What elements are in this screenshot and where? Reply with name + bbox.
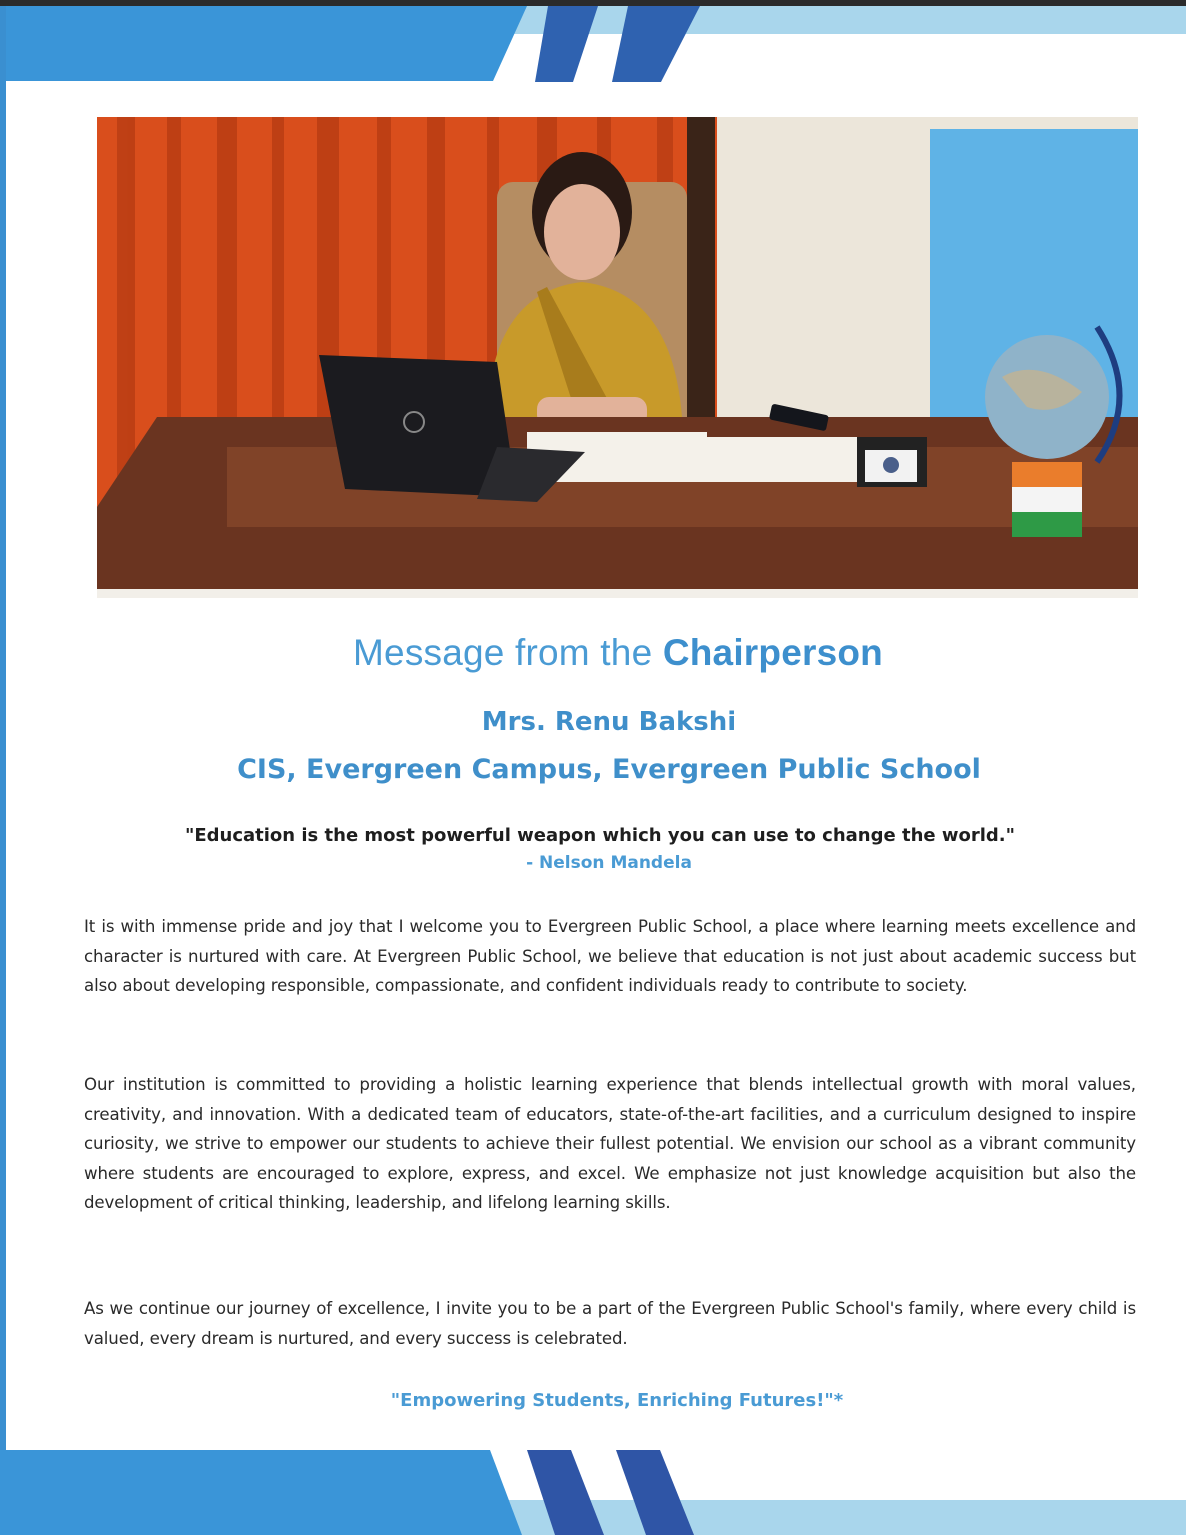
organization-name: CIS, Evergreen Campus, Evergreen Public School [237,754,981,785]
footer-decorative-band [0,1448,1186,1535]
header-decorative-band [0,6,1186,86]
message-paragraph: Our institution is committed to providing a holistic learning experience that blends intellectual growth with moral values, creativity, and innovation. With a dedicated team of educators, state-of-the-art facilities, and a curriculum designed to inspire curiosity, we strive to empower our students to achieve their fullest potential. We envision our school as a vibrant community where students are encouraged to explore, express, and excel. We emphasize not just knowledge acquisition but also the development of critical thinking, leadership, and lifelong learning skills. [84,1075,1136,1212]
title-bold: Chairperson [662,632,883,673]
chairperson-name: Mrs. Renu Bakshi [481,707,737,737]
page-title [0,632,1186,674]
school-motto: "Empowering Students, Enriching Futures!"* [390,1390,844,1411]
quote-author: - Nelson Mandela [526,853,692,873]
chairperson-photo [97,117,1138,598]
message-paragraph: It is with immense pride and joy that I welcome you to Evergreen Public School, a place where learning meets excellence and character is nurtured with care. At Evergreen Public School, we believe that education is not just about academic success but also about developing responsible, compassionate, and confident individuals ready to contribute to society. [84,917,1136,995]
title-regular: Message from the [353,632,663,673]
quote-text: "Education is the most powerful weapon which you can use to change the world." [184,825,1016,846]
message-paragraph: As we continue our journey of excellence, I invite you to be a part of the Evergreen Public School's family, where every child is valued, every dream is nurtured, and every success is celebrated. [84,1299,1136,1348]
